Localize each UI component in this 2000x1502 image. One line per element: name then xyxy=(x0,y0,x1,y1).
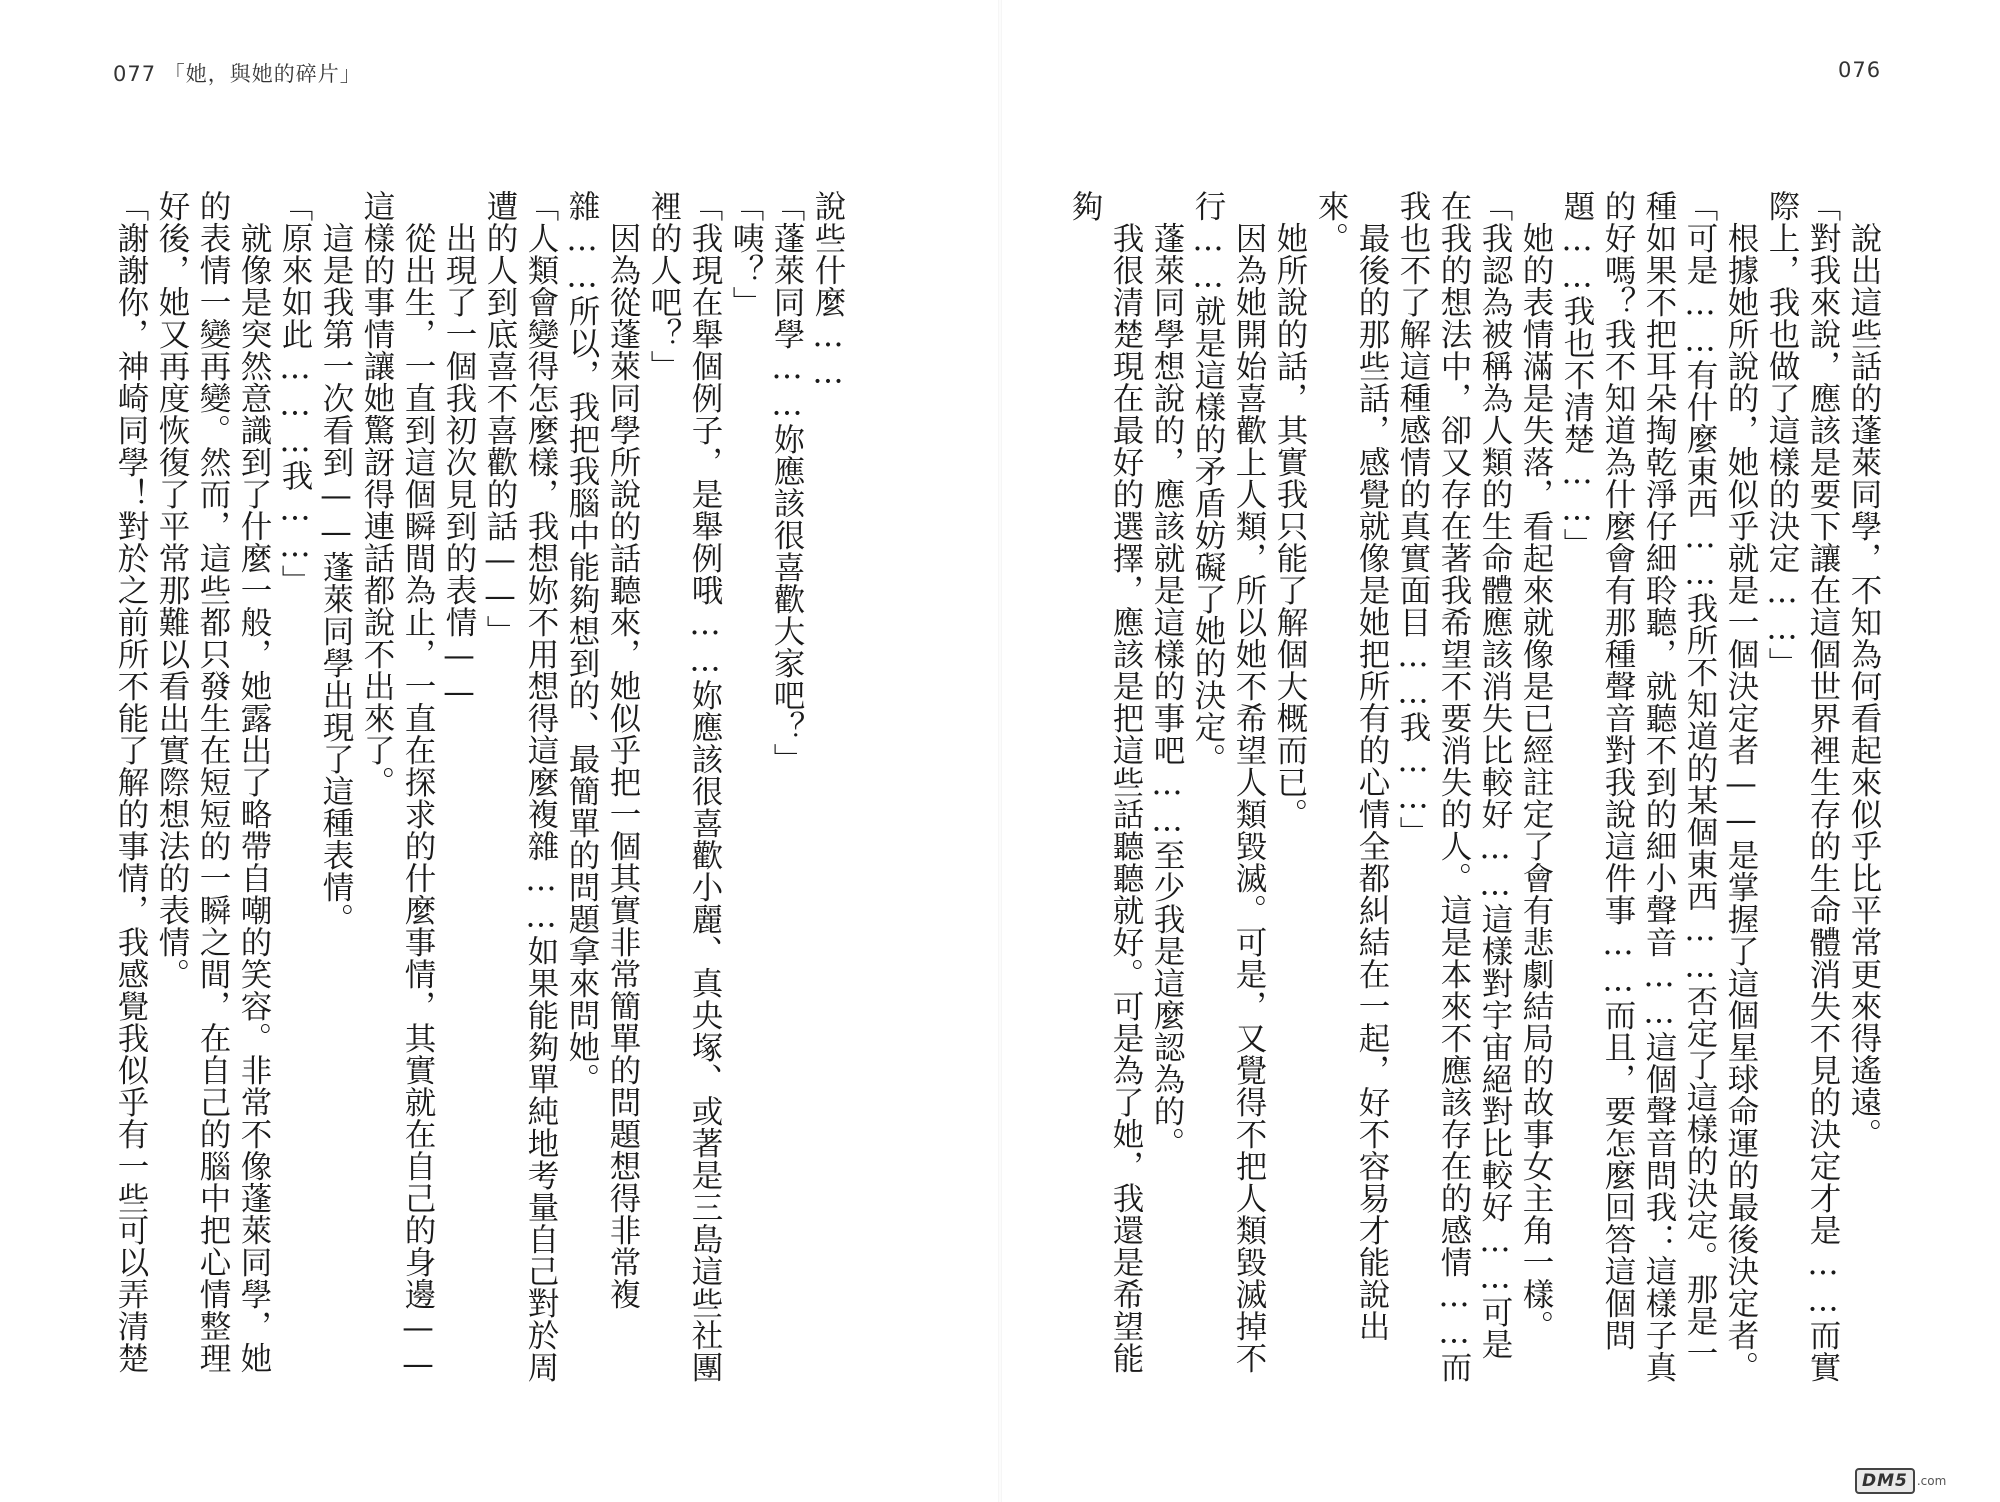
paragraph: 「人類會變得怎麼樣，我想妳不用想得這麼複雜……如果能夠單純地考量自己對於周遭的人到底喜不喜歡的話——」 xyxy=(482,190,559,1383)
running-head-left: 077 「她，與她的碎片」 xyxy=(113,62,362,86)
paragraph: 說出這些話的蓬萊同學，不知為何看起來似乎比平常更來得遙遠。 xyxy=(1846,221,1882,1150)
page-number-right: 076 xyxy=(1838,58,1882,82)
paragraph: 說些什麼…… xyxy=(810,190,846,391)
paragraph: 「咦？」 xyxy=(728,190,764,318)
watermark-suffix: .com xyxy=(1916,1474,1947,1488)
paragraph: 最後的那些話，感覺就像是她把所有的心情全都糾結在一起，好不容易才能說出來。 xyxy=(1313,190,1390,1342)
paragraph: 「謝謝你，神崎同學！對於之前所不能了解的事情，我感覺我似乎有一些可以弄清楚 xyxy=(113,190,149,1374)
page-gutter xyxy=(998,0,1002,1502)
paragraph: 她的表情滿是失落，看起來就像是已經註定了會有悲劇結局的故事女主角一樣。 xyxy=(1518,221,1554,1342)
paragraph: 「我現在舉個例子，是舉例哦……妳應該很喜歡小麗、真央塚、或著是三島這些社團裡的人吧？」 xyxy=(646,190,723,1383)
paragraph: 她所說的話，其實我只能了解個大概而已。 xyxy=(1272,221,1308,830)
paragraph: 「可是……有什麼東西……我所不知道的某個東西……否定了這樣的決定。那是一種如果不把耳朵掏乾淨仔細聆聽，就聽不到的細小聲音……這個聲音問我：這樣子真的好嗎？我不知道為什麼會有那種聲音對我說這件事……而且，要怎麼回答這個問題……我也不清楚……」 xyxy=(1559,190,1718,1383)
paragraph: 出現了一個我初次見到的表情—— xyxy=(441,221,477,711)
paragraph: 「我認為被稱為人類的生命體應該消失比較好……這樣對宇宙絕對比較好……可是在我的想法中，卻又存在著我希望不要消失的人。這是本來不應該存在的感情……而我也不了解這種感情的真實面目……我……」 xyxy=(1395,190,1513,1383)
paragraph: 蓬萊同學想說的，應該就是這樣的事吧……至少我是這麼認為的。 xyxy=(1149,221,1185,1159)
site-watermark xyxy=(1855,1468,1985,1494)
left-page-text xyxy=(113,190,848,1390)
paragraph: 這是我第一次看到——蓬萊同學出現了這種表情。 xyxy=(318,221,354,935)
paragraph: 就像是突然意識到了什麼一般，她露出了略帶自嘲的笑容。非常不像蓬萊同學，她的表情一變再變。然而，這些都只發生在短短的一瞬之間，在自己的腦中把心情整理好後，她又再度恢復了平常那難以看出實際想法的表情。 xyxy=(154,190,272,1374)
paragraph: 從出生，一直到這個瞬間為止，一直在探求的什麼事情，其實就在自己的身邊——這樣的事情讓她驚訝得連話都說不出來了。 xyxy=(359,190,436,1383)
paragraph: 「蓬萊同學……妳應該很喜歡大家吧？」 xyxy=(769,190,805,775)
paragraph: 「原來如此………我……」 xyxy=(277,190,313,597)
right-page-text xyxy=(1067,190,1884,1390)
paragraph: 因為從蓬萊同學所說的話聽來，她似乎把一個其實非常簡單的問題想得非常複雜……所以，我把我腦中能夠想到的、最簡單的問題拿來問她。 xyxy=(564,190,641,1310)
paragraph: 我很清楚現在最好的選擇，應該是把這些話聽聽就好。可是為了她，我還是希望能夠 xyxy=(1067,190,1144,1374)
paragraph: 「對我來說，應該是要下讓在這個世界裡生存的生命體消失不見的決定才是……而實際上，我也做了這樣的決定……」 xyxy=(1764,190,1841,1383)
paragraph: 根據她所說的，她似乎就是一個決定者——是掌握了這個星球命運的最後決定者。 xyxy=(1723,221,1759,1383)
watermark-logo: DM5 xyxy=(1855,1468,1915,1494)
paragraph: 因為她開始喜歡上人類，所以她不希望人類毀滅。可是，又覺得不把人類毀滅掉不行……就是這樣的矛盾妨礙了她的決定。 xyxy=(1190,190,1267,1374)
